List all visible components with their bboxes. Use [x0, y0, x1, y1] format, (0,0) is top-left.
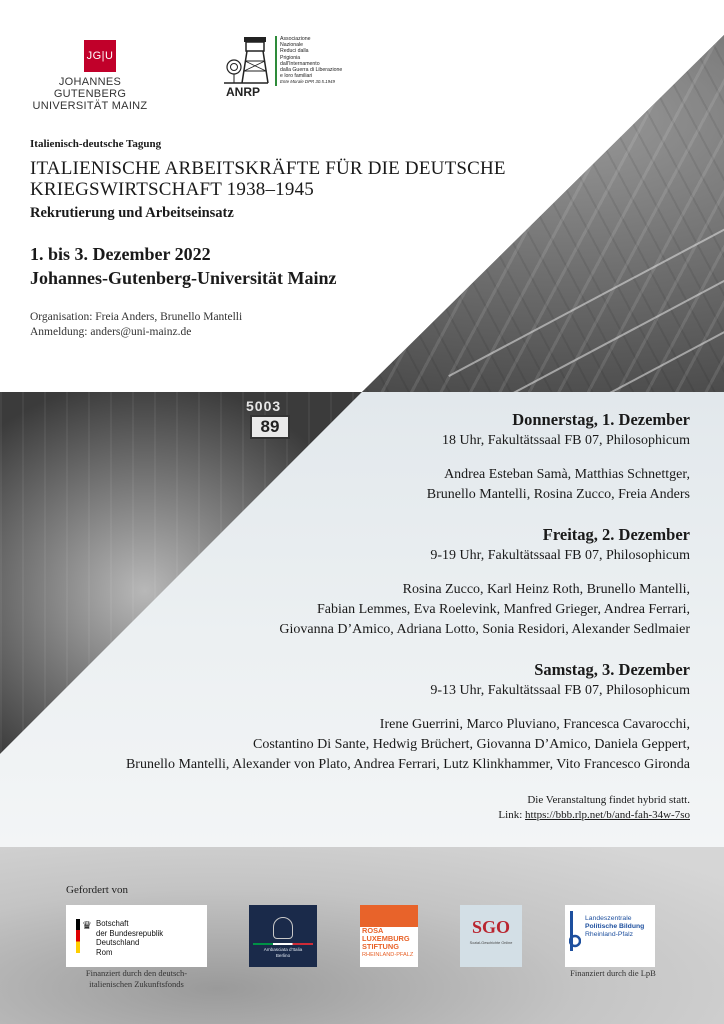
anrp-logo: [222, 35, 352, 100]
meeting-link[interactable]: https://bbb.rlp.net/b/and-fah-34w-7so: [525, 809, 690, 821]
speaker-list: Rosina Zucco, Karl Heinz Roth, Brunello Mantelli, Fabian Lemmes, Eva Roelevink, Manfred Grieger, Andrea Ferrari, Giovanna D’Amico, Adriana Lotto, Sonia Residori, Alexander Sedlmaier: [279, 582, 690, 637]
embassy-logo: ♛ Botschaft der Bundesrepublik Deutschland Rom: [66, 905, 207, 967]
speaker-list: Andrea Esteban Samà, Matthias Schnettger, Brunello Mantelli, Rosina Zucco, Freia Anders: [426, 467, 690, 502]
lpb-logo: Landeszentrale Politische Bildung Rheinland-Pfalz: [565, 905, 655, 967]
organisation-line: Organisation: Freia Anders, Brunello Mantelli: [30, 311, 243, 323]
program-day: [30, 525, 690, 640]
registration-line: Anmeldung: anders@uni-mainz.de: [30, 326, 192, 338]
photo-box-number: 89: [250, 415, 290, 439]
day-time: 9-13 Uhr, Fakultätssaal FB 07, Philosophicum: [430, 683, 690, 698]
conference-meta: [30, 310, 242, 340]
funding-note-right: Finanziert durch die LpB: [570, 968, 656, 978]
anrp-tower-icon: [222, 35, 270, 85]
anrp-description: Associazione Nazionale Reduci dalla Prigionia dall'Internamento dalla Guerra di Liberazione e loro familiari Ente Morale DPR 30.5.1949: [275, 36, 355, 86]
eagle-icon: ♛: [82, 920, 92, 932]
funding-note-left: Finanziert durch den deutsch-italienischen Zukunftsfonds: [85, 968, 188, 989]
speaker-list: Irene Guerrini, Marco Pluviano, Francesca Cavarocchi, Costantino Di Sante, Hedwig Brüchert, Giovanna D’Amico, Daniela Geppert, Brunello Mantelli, Alexander von Plato, Andrea Ferrari, Lutz Klinkhammer, Vito Francesco Gironda: [125, 717, 690, 772]
sgo-logo: SGO Sozial-Geschichte Online: [460, 905, 522, 967]
german-flag-icon: [76, 919, 80, 953]
day-title: Freitag, 2. Dezember: [542, 525, 690, 544]
italian-emblem-icon: [273, 917, 293, 939]
program-day: [30, 410, 690, 505]
conference-kicker: Italienisch-deutsche Tagung: [30, 138, 162, 150]
photo-plate-number: 5003: [246, 398, 282, 414]
link-label: Link:: [498, 809, 523, 821]
day-time: 9-19 Uhr, Fakultätssaal FB 07, Philosophicum: [430, 548, 690, 563]
conference-title: ITALIENISCHE ARBEITSKRÄFTE FÜR DIE DEUTSCHE KRIEGSWIRTSCHAFT 1938–1945: [30, 158, 506, 200]
conference-subtitle: Rekrutierung und Arbeitseinsatz: [30, 205, 234, 221]
lpb-b-icon: [569, 911, 581, 951]
day-title: Samstag, 3. Dezember: [534, 660, 690, 679]
jgu-mark: JG|U: [84, 40, 116, 72]
funded-by-label: Gefordert von: [66, 884, 129, 896]
day-time: 18 Uhr, Fakultätssaal FB 07, Philosophicum: [442, 433, 690, 448]
conference-dates: 1. bis 3. Dezember 2022: [30, 244, 211, 264]
day-title: Donnerstag, 1. Dezember: [512, 410, 690, 429]
rosa-luxemburg-stiftung-logo: ROSA LUXEMBURG STIFTUNG RHEINLAND-PFALZ: [360, 905, 418, 967]
conference-venue: Johannes-Gutenberg-Universität Mainz: [30, 268, 337, 288]
jgu-name: JOHANNES GUTENBERG UNIVERSITÄT MAINZ: [32, 76, 148, 112]
program-day: [30, 660, 690, 775]
italian-embassy-logo: Ambasciata d'Italia Berlino: [249, 905, 317, 967]
program: [30, 410, 690, 823]
hybrid-note: Die Veranstaltung findet hybrid statt. Link: https://bbb.rlp.net/b/and-fah-34w-7so: [498, 794, 690, 821]
anrp-name: ANRP: [226, 85, 261, 99]
italian-flag-icon: [253, 943, 313, 945]
jgu-logo: [30, 40, 150, 112]
